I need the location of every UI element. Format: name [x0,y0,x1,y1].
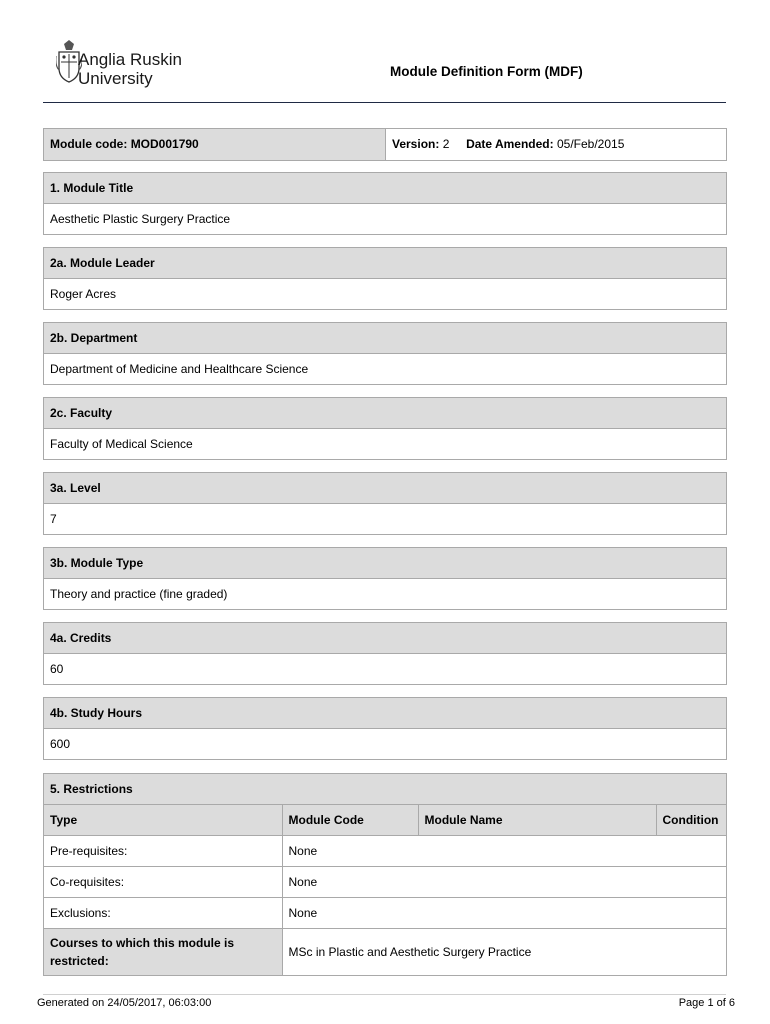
restrictions-table [44,804,726,975]
section-value: 600 [44,729,726,759]
section-header: 2c. Faculty [44,398,726,429]
logo-line-1: Anglia Ruskin [78,50,182,69]
date-amended-label: Date Amended: [466,137,554,151]
module-code-label: Module code: [50,137,128,151]
footer-divider [43,994,726,995]
row-code: None [282,867,726,898]
section-header: 2b. Department [44,323,726,354]
module-code-cell [44,129,386,160]
restricted-courses-label: Courses to which this module is restricted: [44,929,282,976]
logo-wordmark [78,50,182,88]
row-code: None [282,898,726,929]
version-label: Version: [392,137,440,151]
section-header: 1. Module Title [44,173,726,204]
form-title: Module Definition Form (MDF) [390,64,583,79]
section-value: Department of Medicine and Healthcare Science [44,354,726,384]
date-amended-value: 05/Feb/2015 [556,137,625,151]
row-type: Exclusions: [44,898,282,929]
table-row [44,867,726,898]
column-header-condition: Condition [656,805,726,836]
restricted-courses-value: MSc in Plastic and Aesthetic Surgery Practice [282,929,726,976]
section-module-type [43,547,727,610]
section-header: 5. Restrictions [44,774,726,804]
page-number: Page 1 of 6 [678,997,735,1009]
row-code: None [282,836,726,867]
section-level [43,472,727,535]
section-credits [43,622,727,685]
table-row [44,898,726,929]
section-module-leader [43,247,727,310]
module-code-row [43,128,727,161]
section-value: Roger Acres [44,279,726,309]
section-study-hours [43,697,727,760]
section-module-title [43,172,727,235]
row-type: Pre-requisites: [44,836,282,867]
section-department [43,322,727,385]
section-restrictions [43,773,727,976]
section-value: 7 [44,504,726,534]
table-row [44,836,726,867]
column-header-module-name: Module Name [418,805,656,836]
section-value: Aesthetic Plastic Surgery Practice [44,204,726,234]
column-header-module-code: Module Code [282,805,418,836]
section-header: 2a. Module Leader [44,248,726,279]
column-header-type: Type [44,805,282,836]
header-divider [43,102,726,103]
section-value: Theory and practice (fine graded) [44,579,726,609]
table-row-restricted-courses [44,929,726,976]
section-value: Faculty of Medical Science [44,429,726,459]
logo-line-2: University [78,69,153,88]
generated-timestamp: Generated on 24/05/2017, 06:03:00 [37,997,212,1009]
version-cell [386,129,726,160]
version-value: 2 [442,137,450,151]
module-code-value: MOD001790 [130,137,199,151]
row-type: Co-requisites: [44,867,282,898]
section-value: 60 [44,654,726,684]
section-header: 3a. Level [44,473,726,504]
section-header: 4a. Credits [44,623,726,654]
section-header: 3b. Module Type [44,548,726,579]
table-header-row [44,805,726,836]
section-header: 4b. Study Hours [44,698,726,729]
section-faculty [43,397,727,460]
